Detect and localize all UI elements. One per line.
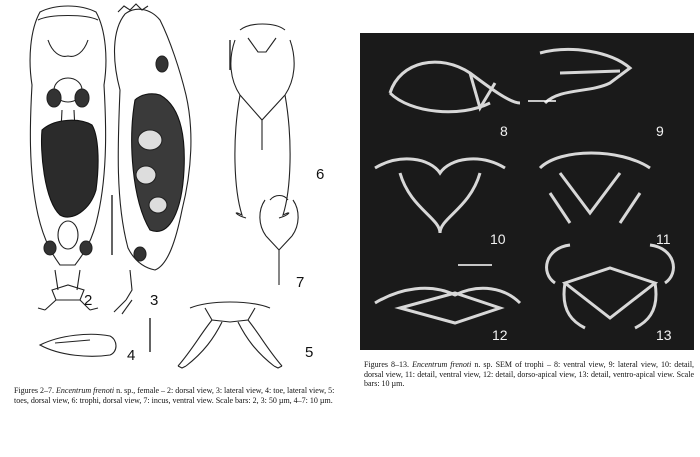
figure-label-5: 5 xyxy=(305,344,314,361)
figure-label-2: 2 xyxy=(84,292,93,309)
figure-7-incus-ventral xyxy=(260,196,298,286)
sem-label-11: 11 xyxy=(656,231,671,247)
figure-label-7: 7 xyxy=(296,274,305,291)
left-figure-caption xyxy=(14,386,344,405)
figure-6-trophi-dorsal xyxy=(231,24,294,218)
sem-label-8: 8 xyxy=(500,123,508,139)
line-drawing-figure xyxy=(0,0,350,405)
caption-species: Encentrum frenoti xyxy=(56,386,115,395)
sem-label-10: 10 xyxy=(490,231,506,247)
sem-8-ramus xyxy=(390,62,520,103)
figure-4-toe-lateral xyxy=(40,334,116,356)
rotifer-drawings xyxy=(0,0,350,380)
sem-label-12: 12 xyxy=(492,327,508,343)
caption-prefix: Figures 2–7. xyxy=(14,386,54,395)
figure-label-3: 3 xyxy=(150,292,159,309)
right-figure-caption xyxy=(364,360,694,389)
caption-text: n. sp. SEM of trophi – 8: ventral view, 9: lateral view, 10: detail, dorsal view, 11: detail, ventral view, 12: detail, dorso-apical view, 13: detail, ventro-apical view. Scale bars: 10 µm. xyxy=(364,360,695,388)
caption-species: Encentrum frenoti xyxy=(412,360,472,369)
sem-label-9: 9 xyxy=(656,123,664,139)
figure-5-toes-dorsal xyxy=(178,302,282,368)
figure-label-4: 4 xyxy=(127,347,136,364)
caption-prefix: Figures 8–13. xyxy=(364,360,410,369)
figure-label-6: 6 xyxy=(316,166,325,183)
sem-label-13: 13 xyxy=(656,327,672,343)
sem-figure xyxy=(360,33,694,350)
caption-text: n. sp., female – 2: dorsal view, 3: lateral view, 4: toe, lateral view, 5: toes, dorsal view, 6: trophi, dorsal view, 7: incus, ventral view. Scale bars: 2, 3: 50 µm, 4–7: 10 µm. xyxy=(14,386,335,405)
sem-micrographs xyxy=(360,33,694,350)
